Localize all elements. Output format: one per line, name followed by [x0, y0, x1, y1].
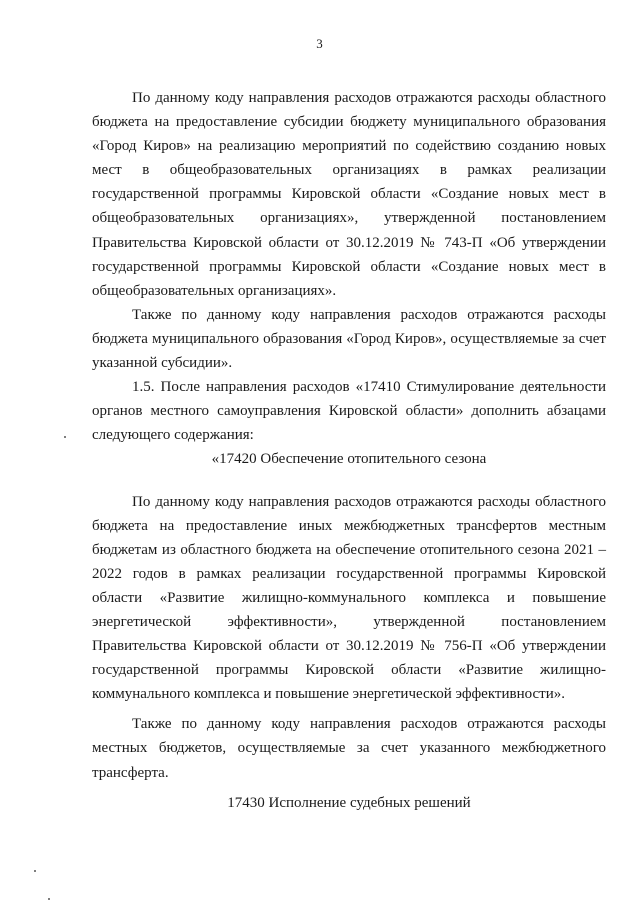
heading-17430: 17430 Исполнение судебных решений — [227, 794, 471, 811]
paragraph-amendment-1-5: 1.5. После направления расходов «17410 Стимулирование деятельности органов местного самоуправления Кировской области» дополнить абзацами следующего содержания: — [92, 379, 606, 444]
paragraph-municipal-expenses: Также по данному коду направления расходов отражаются расходы бюджета муниципального образования «Город Киров», осуществляемые за счет указанной субсидии». — [92, 306, 606, 372]
document-body — [92, 86, 606, 815]
heading-17420: «17420 Обеспечение отопительного сезона — [211, 451, 487, 468]
spacer — [92, 472, 606, 490]
page-number: 3 — [316, 36, 323, 51]
paragraph-subsidy-description: По данному коду направления расходов отражаются расходы областного бюджета на предоставление субсидии бюджету муниципального образования «Город Киров» на реализацию мероприятий по содействию созданию новых мест в общеобразовательных организациях в рамках реализации государственной программы Кировской области «Создание новых мест в общеобразовательных организациях», утвержденной постановлением Правительства Кировской области от 30.12.2019 № 743-П «Об утверждении государственной программы Кировской области «Создание новых мест в общеобразовательных организациях». — [92, 90, 606, 299]
paragraph-local-budgets: Также по данному коду направления расходов отражаются расходы местных бюджетов, осуществляемые за счет указанного межбюджетного трансферта. — [92, 716, 606, 781]
paragraph-heating-season: По данному коду направления расходов отражаются расходы областного бюджета на предоставление иных межбюджетных трансфертов местным бюджетам из областного бюджета на обеспечение отопительного сезона 2021 – 2022 годов в рамках реализации государственной программы Кировской области «Развитие жилищно-коммунального комплекса и повышение энергетической эффективности», утвержденной постановлением Правительства Кировской области от 30.12.2019 № 756-П «Об утверждении государственной программы Кировской области «Развитие жилищно-коммунального комплекса и повышение энергетической эффективности». — [92, 493, 606, 703]
scan-speck — [34, 870, 36, 872]
scan-speck — [64, 436, 66, 438]
scan-speck — [48, 898, 50, 900]
